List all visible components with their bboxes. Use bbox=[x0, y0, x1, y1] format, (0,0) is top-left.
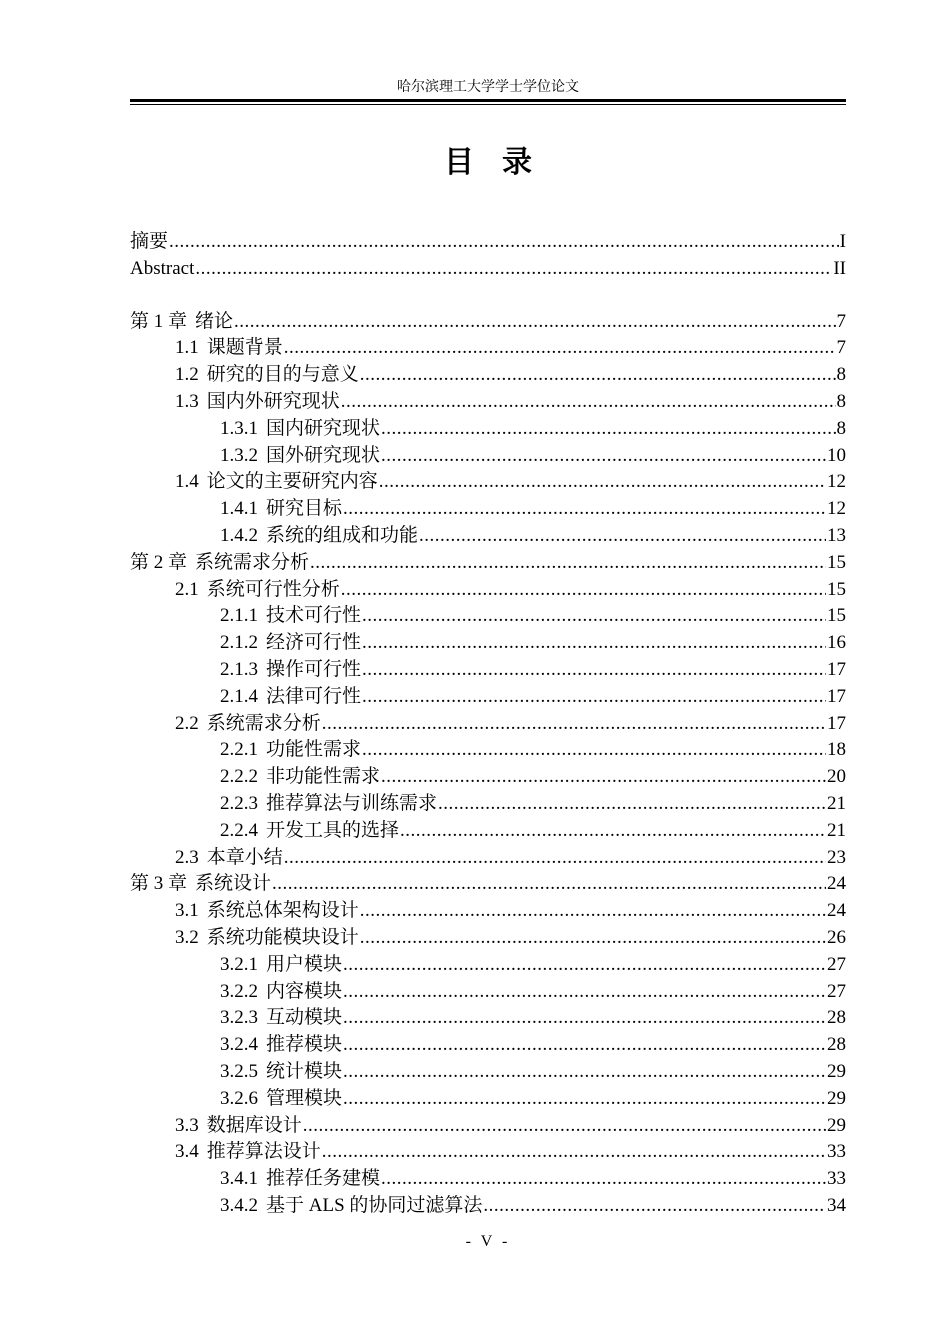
toc-entry[interactable] bbox=[130, 1139, 846, 1166]
toc-entry[interactable] bbox=[130, 523, 846, 550]
toc-entry[interactable] bbox=[130, 389, 846, 416]
toc-entry-number: 2.1.1 bbox=[220, 605, 258, 627]
toc-entry-page: 7 bbox=[836, 337, 846, 359]
toc-entry-page: 12 bbox=[827, 498, 846, 520]
toc-entry-number: 1.4 bbox=[175, 471, 199, 493]
toc-entry-title bbox=[220, 416, 380, 443]
toc-entry-label: 系统总体架构设计 bbox=[206, 900, 359, 922]
toc-entry-label: 推荐算法与训练需求 bbox=[266, 792, 438, 814]
toc-entry[interactable] bbox=[130, 1059, 846, 1086]
toc-dot-leader bbox=[195, 256, 832, 283]
toc-entry-number: 3.2.6 bbox=[220, 1087, 258, 1109]
toc-entry-page: 21 bbox=[827, 819, 846, 841]
toc-entry[interactable] bbox=[130, 952, 846, 979]
toc-dot-leader bbox=[381, 416, 835, 443]
toc-entry-page: II bbox=[833, 257, 846, 279]
toc-dot-leader bbox=[419, 523, 826, 550]
toc-entry[interactable] bbox=[130, 1166, 846, 1193]
toc-entry-number: 1.2 bbox=[175, 364, 199, 386]
toc-entry-title bbox=[130, 229, 168, 256]
toc-entry-number: 3.4.1 bbox=[220, 1168, 258, 1190]
toc-entry-number: 1.4.2 bbox=[220, 524, 258, 546]
toc-entry-title bbox=[220, 791, 437, 818]
toc-entry-page: 7 bbox=[836, 310, 846, 332]
toc-entry-page: 24 bbox=[827, 873, 846, 895]
toc-entry-label: 非功能性需求 bbox=[266, 766, 381, 788]
toc-entry-page: 16 bbox=[827, 632, 846, 654]
toc-dot-leader bbox=[234, 309, 835, 336]
toc-entry-title bbox=[220, 603, 361, 630]
toc-entry-label: 推荐任务建模 bbox=[266, 1168, 381, 1190]
toc-entry[interactable] bbox=[130, 845, 846, 872]
toc-entry[interactable] bbox=[130, 577, 846, 604]
toc-entry[interactable] bbox=[130, 925, 846, 952]
toc-entry-page: 10 bbox=[827, 444, 846, 466]
toc-entry-number: 2.2.3 bbox=[220, 792, 258, 814]
toc-entry-page: 21 bbox=[827, 792, 846, 814]
toc-entry-number: 1.1 bbox=[175, 337, 199, 359]
toc-entry[interactable] bbox=[130, 362, 846, 389]
toc-entry-title bbox=[130, 256, 194, 283]
toc-dot-leader bbox=[362, 603, 826, 630]
toc-entry-number: 3.2 bbox=[175, 926, 199, 948]
header-rule-thin bbox=[130, 104, 846, 105]
toc-entry-title bbox=[130, 309, 233, 336]
toc-entry[interactable] bbox=[130, 684, 846, 711]
toc-entry-title bbox=[130, 871, 271, 898]
toc-entry-page: 20 bbox=[827, 766, 846, 788]
toc-entry-page: 27 bbox=[827, 953, 846, 975]
toc-entry[interactable] bbox=[130, 496, 846, 523]
toc-entry-number: 第 1 章 bbox=[130, 310, 188, 332]
toc-entry[interactable] bbox=[130, 764, 846, 791]
toc-entry-label: 互动模块 bbox=[266, 1007, 343, 1029]
toc-entry-page: 17 bbox=[827, 712, 846, 734]
toc-entry[interactable] bbox=[130, 871, 846, 898]
toc-dot-leader bbox=[310, 550, 826, 577]
toc-entry-label: 系统功能模块设计 bbox=[206, 926, 359, 948]
toc-entry-label: 数据库设计 bbox=[206, 1114, 302, 1136]
toc-entry-page: 8 bbox=[836, 417, 846, 439]
toc-entry-page: 12 bbox=[827, 471, 846, 493]
toc-entry-page: 24 bbox=[827, 900, 846, 922]
toc-entry-page: 15 bbox=[827, 578, 846, 600]
toc-entry[interactable] bbox=[130, 1113, 846, 1140]
toc-entry-number: 2.1.3 bbox=[220, 658, 258, 680]
toc-entry-title bbox=[220, 443, 380, 470]
toc-entry-label: 摘要 bbox=[130, 231, 169, 252]
toc-entry-title bbox=[220, 1059, 342, 1086]
toc-entry-label: 系统可行性分析 bbox=[206, 578, 340, 600]
toc-entry[interactable] bbox=[130, 256, 846, 283]
toc-entry-page: 17 bbox=[827, 658, 846, 680]
toc-dot-leader bbox=[362, 657, 826, 684]
toc-entry-page: 15 bbox=[827, 605, 846, 627]
toc-entry-title bbox=[220, 1032, 342, 1059]
toc-entry-title bbox=[175, 469, 378, 496]
toc-entry[interactable] bbox=[130, 1086, 846, 1113]
toc-entry[interactable] bbox=[130, 898, 846, 925]
toc-entry-number: 2.2 bbox=[175, 712, 199, 734]
toc-entry-number: 3.4.2 bbox=[220, 1194, 258, 1216]
toc-entry-label: Abstract bbox=[130, 257, 195, 279]
toc-entry-number: 3.4 bbox=[175, 1141, 199, 1163]
toc-dot-leader bbox=[341, 389, 836, 416]
toc-entry[interactable] bbox=[130, 737, 846, 764]
toc-entry-number: 2.1.2 bbox=[220, 632, 258, 654]
toc-entry-title bbox=[220, 818, 399, 845]
toc-entry-title bbox=[220, 630, 361, 657]
toc-dot-leader bbox=[284, 335, 836, 362]
toc-entry-title bbox=[220, 1005, 342, 1032]
toc-entry-label: 课题背景 bbox=[206, 337, 283, 359]
toc-chapters bbox=[130, 309, 846, 1220]
toc-dot-leader bbox=[360, 362, 836, 389]
toc-entry-title bbox=[220, 1166, 380, 1193]
toc-entry-title bbox=[175, 389, 340, 416]
toc-entry-title bbox=[220, 764, 380, 791]
toc-entry-page: I bbox=[839, 231, 846, 252]
toc-entry-number: 3.2.2 bbox=[220, 980, 258, 1002]
toc-entry-page: 29 bbox=[827, 1060, 846, 1082]
toc-entry-label: 系统的组成和功能 bbox=[266, 524, 419, 546]
toc-entry[interactable] bbox=[130, 335, 846, 362]
toc-dot-leader bbox=[284, 845, 826, 872]
toc-entry-label: 功能性需求 bbox=[266, 739, 362, 761]
toc-entry-number: 2.2.4 bbox=[220, 819, 258, 841]
toc-entry-label: 本章小结 bbox=[206, 846, 283, 868]
toc-entry[interactable] bbox=[130, 416, 846, 443]
toc-dot-leader bbox=[322, 1139, 826, 1166]
toc-entry-title bbox=[220, 979, 342, 1006]
toc-entry-number: 3.1 bbox=[175, 900, 199, 922]
toc-entry[interactable] bbox=[130, 229, 846, 256]
toc-dot-leader bbox=[272, 871, 826, 898]
toc-dot-leader bbox=[360, 898, 826, 925]
toc-entry-title bbox=[175, 898, 359, 925]
toc-entry-number: 1.3 bbox=[175, 390, 199, 412]
toc-dot-leader bbox=[341, 577, 826, 604]
toc-entry[interactable] bbox=[130, 550, 846, 577]
toc-entry-page: 27 bbox=[827, 980, 846, 1002]
toc-entry-title bbox=[220, 523, 418, 550]
toc-entry-title bbox=[175, 362, 359, 389]
toc-entry-label: 系统设计 bbox=[195, 873, 272, 895]
toc-entry-number: 2.3 bbox=[175, 846, 199, 868]
toc-entry-label: 研究目标 bbox=[266, 498, 343, 520]
toc-entry-title bbox=[220, 1086, 342, 1113]
toc-entry-label: 国内研究现状 bbox=[266, 417, 381, 439]
toc-entry-page: 26 bbox=[827, 926, 846, 948]
toc-front-matter bbox=[130, 229, 846, 283]
toc-entry-title bbox=[130, 550, 309, 577]
toc-entry-label: 管理模块 bbox=[266, 1087, 343, 1109]
toc-entry-number: 2.1.4 bbox=[220, 685, 258, 707]
toc-dot-leader bbox=[343, 496, 826, 523]
toc-entry[interactable] bbox=[130, 818, 846, 845]
toc-dot-leader bbox=[362, 630, 826, 657]
toc-entry[interactable] bbox=[130, 630, 846, 657]
toc-entry-number: 2.2.2 bbox=[220, 766, 258, 788]
toc-entry-title bbox=[220, 737, 361, 764]
toc-entry-page: 17 bbox=[827, 685, 846, 707]
toc-dot-leader bbox=[362, 684, 826, 711]
toc-entry-label: 国内外研究现状 bbox=[206, 390, 340, 412]
toc-entry-title bbox=[220, 657, 361, 684]
toc-entry-label: 开发工具的选择 bbox=[266, 819, 400, 841]
toc-entry-page: 33 bbox=[827, 1168, 846, 1190]
toc-entry-page: 34 bbox=[827, 1194, 846, 1216]
page-title: 目录 bbox=[444, 145, 560, 180]
toc-entry-label: 内容模块 bbox=[266, 980, 343, 1002]
toc-dot-leader bbox=[381, 1166, 826, 1193]
toc-entry-label: 操作可行性 bbox=[266, 658, 362, 680]
toc-dot-leader bbox=[362, 737, 826, 764]
toc-dot-leader bbox=[343, 952, 826, 979]
table-of-contents bbox=[130, 229, 846, 1220]
running-header: 哈尔滨理工大学学士学位论文 bbox=[397, 80, 579, 95]
toc-entry[interactable] bbox=[130, 657, 846, 684]
toc-entry-title bbox=[220, 496, 342, 523]
toc-entry-number: 3.2.1 bbox=[220, 953, 258, 975]
toc-entry[interactable] bbox=[130, 791, 846, 818]
toc-entry-page: 15 bbox=[827, 551, 846, 573]
toc-entry-label: 基于 ALS 的协同过滤算法 bbox=[266, 1194, 483, 1216]
toc-entry-number: 3.2.4 bbox=[220, 1034, 258, 1056]
toc-dot-leader bbox=[343, 979, 826, 1006]
toc-dot-leader bbox=[303, 1113, 826, 1140]
toc-entry-page: 18 bbox=[827, 739, 846, 761]
header-rule-thick bbox=[130, 99, 846, 102]
toc-entry-number: 1.3.1 bbox=[220, 417, 258, 439]
toc-dot-leader bbox=[343, 1059, 826, 1086]
toc-dot-leader bbox=[322, 711, 826, 738]
toc-entry-number: 第 3 章 bbox=[130, 873, 188, 895]
toc-entry-label: 系统需求分析 bbox=[206, 712, 321, 734]
toc-entry[interactable] bbox=[130, 443, 846, 470]
toc-entry-label: 系统需求分析 bbox=[195, 551, 310, 573]
toc-dot-leader bbox=[381, 764, 826, 791]
toc-entry-label: 经济可行性 bbox=[266, 632, 362, 654]
toc-entry-title bbox=[175, 577, 340, 604]
toc-dot-leader bbox=[343, 1005, 826, 1032]
toc-entry-number: 3.2.5 bbox=[220, 1060, 258, 1082]
toc-entry[interactable] bbox=[130, 979, 846, 1006]
toc-entry-page: 8 bbox=[836, 364, 846, 386]
page-number: - V - bbox=[465, 1233, 511, 1250]
toc-entry-page: 29 bbox=[827, 1114, 846, 1136]
toc-entry-number: 2.2.1 bbox=[220, 739, 258, 761]
toc-entry-title bbox=[175, 1113, 302, 1140]
toc-dot-leader bbox=[483, 1193, 826, 1220]
toc-entry-number: 1.4.1 bbox=[220, 498, 258, 520]
toc-entry-page: 13 bbox=[827, 524, 846, 546]
toc-dot-leader bbox=[379, 469, 826, 496]
toc-entry-page: 33 bbox=[827, 1141, 846, 1163]
toc-dot-leader bbox=[381, 443, 826, 470]
toc-entry-page: 28 bbox=[827, 1034, 846, 1056]
toc-entry-title bbox=[175, 845, 283, 872]
toc-entry-number: 1.3.2 bbox=[220, 444, 258, 466]
toc-dot-leader bbox=[343, 1086, 826, 1113]
toc-entry-label: 论文的主要研究内容 bbox=[206, 471, 378, 493]
toc-entry-number: 3.3 bbox=[175, 1114, 199, 1136]
toc-entry-label: 推荐算法设计 bbox=[206, 1141, 321, 1163]
toc-entry-page: 28 bbox=[827, 1007, 846, 1029]
toc-entry[interactable] bbox=[130, 469, 846, 496]
toc-entry-label: 统计模块 bbox=[266, 1060, 343, 1082]
toc-entry-title bbox=[175, 711, 321, 738]
toc-entry[interactable] bbox=[130, 309, 846, 336]
toc-entry-label: 技术可行性 bbox=[266, 605, 362, 627]
toc-entry-page: 8 bbox=[836, 390, 846, 412]
toc-entry-label: 法律可行性 bbox=[266, 685, 362, 707]
toc-entry-label: 推荐模块 bbox=[266, 1034, 343, 1056]
toc-entry[interactable] bbox=[130, 1005, 846, 1032]
toc-entry[interactable] bbox=[130, 711, 846, 738]
toc-entry-number: 3.2.3 bbox=[220, 1007, 258, 1029]
toc-entry-number: 2.1 bbox=[175, 578, 199, 600]
toc-entry-title bbox=[220, 1193, 482, 1220]
toc-dot-leader bbox=[400, 818, 826, 845]
toc-entry-title bbox=[175, 925, 359, 952]
toc-entry[interactable] bbox=[130, 1193, 846, 1220]
toc-entry-label: 用户模块 bbox=[266, 953, 343, 975]
toc-dot-leader bbox=[169, 229, 839, 256]
toc-spacer bbox=[130, 283, 846, 309]
toc-entry-page: 29 bbox=[827, 1087, 846, 1109]
toc-entry-number: 第 2 章 bbox=[130, 551, 188, 573]
toc-dot-leader bbox=[438, 791, 826, 818]
toc-entry-page: 23 bbox=[827, 846, 846, 868]
toc-entry-label: 国外研究现状 bbox=[266, 444, 381, 466]
toc-entry-title bbox=[220, 684, 361, 711]
toc-entry-label: 研究的目的与意义 bbox=[206, 364, 359, 386]
toc-entry[interactable] bbox=[130, 603, 846, 630]
toc-entry[interactable] bbox=[130, 1032, 846, 1059]
toc-entry-title bbox=[175, 1139, 321, 1166]
toc-dot-leader bbox=[360, 925, 826, 952]
toc-entry-label: 绪论 bbox=[195, 310, 234, 332]
toc-entry-title bbox=[220, 952, 342, 979]
toc-entry-title bbox=[175, 335, 283, 362]
toc-dot-leader bbox=[343, 1032, 826, 1059]
